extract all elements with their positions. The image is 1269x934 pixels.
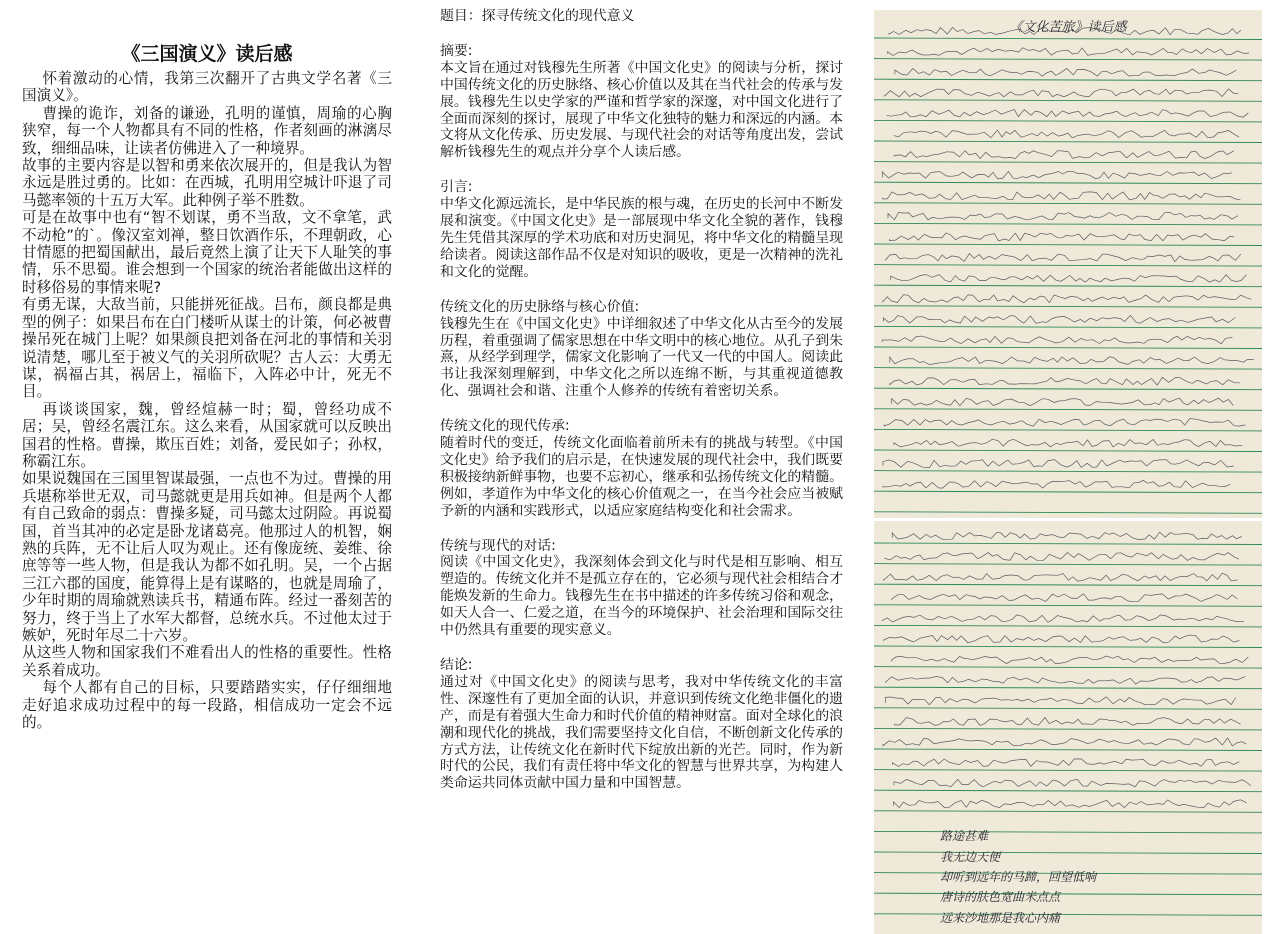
section-heading: 传统与现代的对话: bbox=[440, 537, 556, 554]
ruled-line bbox=[874, 914, 1262, 916]
ruled-line bbox=[874, 646, 1262, 648]
ruled-line bbox=[874, 450, 1262, 452]
paragraph: 故事的主要内容是以智和勇来依次展开的，但是我认为智永远是胜过勇的。比如：在西城，孔明用空城计吓退了司马懿率领的十五万大军。此种例子举不胜数。 bbox=[22, 157, 392, 209]
ruled-line bbox=[874, 59, 1262, 61]
handwriting-scribble bbox=[886, 254, 1241, 262]
ruled-line bbox=[874, 471, 1262, 473]
paragraph: 从这些人物和国家我们不难看出人的性格的重要性。性格关系着成功。 bbox=[22, 644, 392, 679]
section-body: 阅读《中国文化史》，我深刻体会到文化与时代是相互影响、相互塑造的。传统文化并不是孤立存在的，它必须与现代社会相结合才能焕发新的生命力。钱穆先生在书中描述的许多传统习俗和观念，如天人合一、仁爱之道，在当今的环境保护、社会治理和国际交往中仍然具有重要的现实意义。 bbox=[440, 554, 843, 639]
section-body: 中华文化源远流长，是中华民族的根与魂，在历史的长河中不断发展和演变。《中国文化史》是一部展现中华文化全貌的著作，钱穆先生凭借其深厚的学术功底和对历史洞见，将中华文化的精髓呈现给读者。阅读这部作品不仅是对知识的吸收，更是一次精神的洗礼和文化的觉醒。 bbox=[440, 196, 843, 280]
handwriting-scribble bbox=[883, 460, 1234, 468]
handwriting-scribble bbox=[882, 171, 1232, 179]
section-heading: 传统文化的历史脉络与核心价值: bbox=[440, 298, 640, 315]
ruled-line bbox=[874, 203, 1262, 205]
ruled-line bbox=[874, 38, 1262, 40]
ruled-line bbox=[874, 811, 1262, 813]
section-body: 本文旨在通过对钱穆先生所著《中国文化史》的阅读与分析，探讨中国传统文化的历史脉络、核心价值以及其在当代社会的传承与发展。钱穆先生以史学家的严谨和哲学家的深邃，对中国文化进行了全面而深刻的探讨，展现了中华文化独特的魅力和深远的内涵。本文将从文化传承、历史发展、与现代社会的对话等角度出发，尝试解析钱穆先生的观点并分享个人读后感。 bbox=[440, 59, 843, 161]
ruled-line bbox=[874, 893, 1262, 895]
section-history bbox=[440, 299, 843, 400]
ruled-line bbox=[874, 687, 1262, 689]
paragraph: 曹操的诡诈，刘备的谦逊，孔明的谨慎，周瑜的心胸狭窄，每一个人物都具有不同的性格，作者刻画的淋漓尽致，细细品味，让读者仿佛进入了一种境界。 bbox=[22, 104, 392, 157]
lined-paper bbox=[874, 10, 1262, 518]
ruled-line bbox=[874, 852, 1262, 854]
ruled-line bbox=[874, 347, 1262, 349]
handwritten-line: 我无边天便 bbox=[940, 850, 1001, 864]
handwriting-scribble bbox=[895, 718, 1241, 726]
handwriting-scribble bbox=[883, 295, 1252, 303]
handwriting-scribble bbox=[885, 553, 1239, 561]
handwriting-scribble bbox=[884, 573, 1238, 581]
paragraph: 怀着激动的心情，我第三次翻开了古典文学名著《三国演义》。 bbox=[22, 70, 392, 105]
handwriting-scribble bbox=[882, 480, 1230, 488]
handwriting-scribble bbox=[884, 635, 1240, 643]
handwriting-scribble bbox=[887, 110, 1248, 118]
handwriting-scribble bbox=[891, 275, 1247, 283]
ruled-line bbox=[874, 306, 1262, 308]
ruled-line bbox=[874, 625, 1262, 627]
ruled-line bbox=[874, 564, 1262, 566]
ruled-line bbox=[874, 223, 1262, 225]
ruled-line bbox=[874, 120, 1262, 122]
essay-title: 《三国演义》读后感 bbox=[121, 43, 293, 65]
paragraph: 有勇无谋，大敌当前，只能拼死征战。吕布，颜良都是典型的例子：如果吕布在白门楼听从谋士的计策，何必被曹操吊死在城门上呢？如果颜良把刘备在河北的事情和关羽说清楚，哪儿至于被义气的关羽所砍呢？古人云：大勇无谋，祸福占其，祸居上，福临下，入阵必中计，死无不目。 bbox=[22, 296, 392, 401]
ruled-line bbox=[874, 182, 1262, 184]
ruled-line bbox=[874, 244, 1262, 246]
handwriting-scribble bbox=[889, 233, 1234, 241]
section-modern bbox=[440, 418, 843, 519]
ruled-line bbox=[874, 162, 1262, 164]
handwriting-scribble bbox=[890, 357, 1254, 365]
ruled-line bbox=[874, 770, 1262, 772]
section-body: 随着时代的变迁，传统文化面临着前所未有的挑战与转型。《中国文化史》给予我们的启示是，在快速发展的现代社会中，我们既要积极接纳新鲜事物，也要不忘初心，继承和弘扬传统文化的精髓。例如，孝道作为中华文化的核心价值观之一，在当今社会应当被赋予新的内涵和实践形式，以适应家庭结构变化和社会需求。 bbox=[440, 435, 843, 519]
handwritten-title: 《文化苦旅》读后感 bbox=[1009, 20, 1127, 35]
ruled-line bbox=[874, 141, 1262, 143]
section-conclusion bbox=[440, 657, 843, 792]
ruled-line bbox=[874, 285, 1262, 287]
paragraph: 再谈谈国家，魏，曾经煊赫一时；蜀，曾经功成不居；吴，曾经名震江东。这么来看，从国家就可以反映出国君的性格。曹操，欺压百姓；刘备，爱民如子；孙权，称霸江东。 bbox=[22, 400, 392, 470]
handwriting-scribble bbox=[888, 48, 1250, 56]
handwriting-scribble bbox=[894, 779, 1251, 787]
section-intro bbox=[440, 179, 843, 280]
paper-title: 题目：探寻传统文化的现代意义 bbox=[440, 8, 635, 24]
section-abstract bbox=[440, 43, 843, 161]
left-essay bbox=[22, 42, 392, 731]
handwritten-line: 唐诗的肤色宽曲米点点 bbox=[940, 890, 1061, 904]
ruled-line bbox=[874, 512, 1262, 514]
handwriting-scribble bbox=[883, 192, 1241, 200]
handwriting-scribble bbox=[894, 439, 1242, 447]
handwriting-scribble bbox=[891, 656, 1248, 664]
section-dialogue bbox=[440, 538, 843, 639]
handwriting-scribble bbox=[894, 800, 1247, 808]
handwriting-scribble bbox=[888, 213, 1238, 220]
paragraph: 可是在故事中也有“智不划谋，勇不当敌，文不拿笔，武不动枪”的`。像汉室刘禅，整日饮酒作乐，不理朝政，心甘情愿的把蜀国献出，最后竟然上演了让天下人耻笑的事情，乐不思蜀。谁会想到一个国家的统治者能做出这样的时移俗易的事情来呢? bbox=[22, 209, 392, 296]
handwriting-scribble bbox=[890, 377, 1241, 385]
ruled-line bbox=[874, 265, 1262, 267]
ruled-line bbox=[874, 388, 1262, 390]
handwriting-scribble bbox=[884, 419, 1245, 427]
handwriting-scribble bbox=[895, 69, 1237, 77]
ruled-line bbox=[874, 708, 1262, 710]
section-body: 通过对《中国文化史》的阅读与思考，我对中华传统文化的丰富性、深邃性有了更加全面的认识，并意识到传统文化绝非僵化的遗产，而是有着强大生命力和时代价值的精神财富。面对全球化的浪潮和现代化的挑战，我们需要坚持文化自信，不断创新文化传承的方式方法，让传统文化在新时代下绽放出新的光芒。同时，作为新时代的公民，我们有责任将中华文化的智慧与世界共享，为构建人类命运共同体贡献中国力量和中国智慧。 bbox=[440, 673, 843, 792]
ruled-line bbox=[874, 728, 1262, 730]
handwriting-scribble bbox=[892, 759, 1239, 767]
handwritten-line: 远来沙地那是我心内痛 bbox=[940, 911, 1061, 925]
handwriting-scribble bbox=[883, 315, 1235, 323]
handwriting-scribble bbox=[892, 398, 1234, 406]
handwriting-scribble bbox=[885, 89, 1239, 97]
handwritten-line: 却听到远年的马蹄，回望低响 bbox=[940, 870, 1097, 884]
ruled-line bbox=[874, 831, 1262, 833]
essay-body bbox=[22, 70, 392, 731]
handwriting-scribble bbox=[885, 697, 1235, 705]
ruled-line bbox=[874, 584, 1262, 586]
handwriting-scribble bbox=[891, 594, 1237, 602]
ruled-line bbox=[874, 667, 1262, 669]
ruled-line bbox=[874, 100, 1262, 102]
section-body: 钱穆先生在《中国文化史》中详细叙述了中华文化从古至今的发展历程，着重强调了儒家思想在中华文明中的核心地位。从孔子到朱熹，从经学到理学，儒家文化影响了一代又一代的中国人。阅读此书让我深刻理解到，中华文化之所以连绵不断，与其重视道德教化、强调社会和谐、注重个人修养的传统有着密切关系。 bbox=[440, 315, 843, 400]
handwritten-photo-bottom bbox=[874, 521, 1262, 934]
paragraph: 每个人都有自己的目标，只要踏踏实实，仔仔细细地走好追求成功过程中的每一段路，相信成功一定会不远的。 bbox=[22, 679, 392, 732]
ruled-line bbox=[874, 749, 1262, 751]
section-heading: 传统文化的现代传承: bbox=[440, 418, 570, 435]
ruled-line bbox=[874, 790, 1262, 792]
ruled-line bbox=[874, 543, 1262, 545]
middle-essay bbox=[440, 8, 843, 810]
handwriting-scribble bbox=[882, 336, 1232, 344]
section-heading: 引言: bbox=[440, 179, 473, 196]
handwriting-scribble bbox=[892, 532, 1241, 540]
handwritten-line: 路途甚难 bbox=[940, 829, 989, 843]
handwriting-scribble bbox=[883, 738, 1246, 746]
handwriting-scribble bbox=[885, 677, 1245, 685]
section-heading: 摘要: bbox=[440, 42, 473, 59]
paragraph: 如果说魏国在三国里智谋最强，一点也不为过。曹操的用兵堪称举世无双，司马懿就更是用兵如神。但是两个人都有自己致命的弱点：曹操多疑，司马懿太过阴险。再说蜀国，首当其冲的必定是卧龙诸葛亮。他那过人的机智，娴熟的兵阵，无不让后人叹为观止。还有像庞统、姜维、徐庶等等一些人物，但是我认为都不如孔明。吴，一个占据三江六郡的国度，能算得上是有谋略的，也就是周瑜了，少年时期的周瑜就熟读兵书，精通布阵。经过一番刻苦的努力，终于当上了水军大都督，总统水兵。不过他太过于嫉妒，死时年尽二十六岁。 bbox=[22, 470, 392, 644]
ruled-line bbox=[874, 79, 1262, 81]
handwriting-scribble bbox=[894, 130, 1239, 138]
handwriting-scribble bbox=[882, 615, 1244, 622]
ruled-line bbox=[874, 326, 1262, 328]
ruled-line bbox=[874, 409, 1262, 411]
ruled-line bbox=[874, 368, 1262, 370]
ruled-line bbox=[874, 429, 1262, 431]
ruled-line bbox=[874, 605, 1262, 607]
section-heading: 结论: bbox=[440, 657, 473, 673]
handwriting-scribble bbox=[894, 151, 1234, 159]
ruled-line bbox=[874, 491, 1262, 493]
handwritten-photo-top bbox=[874, 10, 1262, 518]
